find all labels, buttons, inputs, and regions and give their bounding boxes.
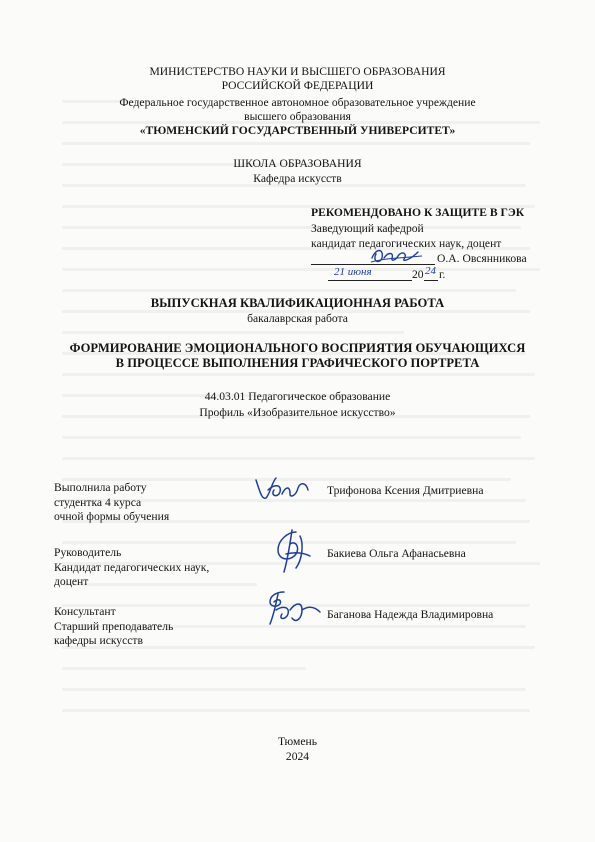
- consultant-role-line2: Старший преподаватель: [54, 619, 174, 633]
- approval-year-suffix: г.: [439, 268, 446, 281]
- bleed-through-text: [62, 100, 550, 780]
- consultant-role-line1: Консультант: [54, 605, 116, 618]
- work-title-line1: ФОРМИРОВАНИЕ ЭМОЦИОНАЛЬНОГО ВОСПРИЯТИЯ ОБУЧАЮЩИХСЯ: [69, 341, 526, 355]
- supervisor-role: [54, 546, 209, 590]
- author-role-line2: студентка 4 курса: [54, 495, 142, 509]
- approval-year-line: [424, 280, 438, 281]
- author-name: Трифонова Ксения Дмитриевна: [327, 484, 484, 497]
- author-role: [54, 481, 169, 525]
- approval-year-handwritten: 24: [425, 265, 436, 277]
- school-name: ШКОЛА ОБРАЗОВАНИЯ: [233, 157, 362, 170]
- year: 2024: [285, 750, 310, 763]
- approval-year-prefix: 20: [412, 268, 424, 281]
- consultant-role: [54, 605, 173, 649]
- author-signature-icon: [250, 474, 314, 504]
- university-name: «ТЮМЕНСКИЙ ГОСУДАРСТВЕННЫЙ УНИВЕРСИТЕТ»: [139, 124, 456, 137]
- supervisor-role-line2: Кандидат педагогических наук,: [54, 560, 210, 574]
- institution-line1: Федеральное государственное автономное образовательное учреждение: [119, 96, 476, 109]
- supervisor-name: Бакиева Ольга Афанасьевна: [327, 547, 466, 560]
- work-type: ВЫПУСКНАЯ КВАЛИФИКАЦИОННАЯ РАБОТА: [150, 296, 445, 310]
- approval-title: РЕКОМЕНДОВАНО К ЗАЩИТЕ В ГЭК: [311, 206, 525, 219]
- work-level: бакалаврская работа: [247, 312, 348, 325]
- supervisor-role-line1: Руководитель: [54, 546, 122, 559]
- approval-degree: кандидат педагогических наук, доцент: [311, 237, 502, 250]
- author-role-line1: Выполнила работу: [54, 481, 147, 494]
- program-profile: Профиль «Изобразительное искусство»: [199, 406, 396, 419]
- institution-line2: высшего образования: [244, 110, 351, 123]
- approval-name: О.А. Овсянникова: [437, 252, 527, 265]
- city: Тюмень: [278, 735, 317, 748]
- consultant-role-line3: кафедры искусств: [54, 634, 143, 647]
- approval-position: Заведующий кафедрой: [311, 222, 424, 235]
- ministry-line1: МИНИСТЕРСТВО НАУКИ И ВЫСШЕГО ОБРАЗОВАНИЯ: [149, 65, 446, 78]
- department-name: Кафедра искусств: [253, 172, 342, 185]
- consultant-signature-icon: [262, 588, 324, 628]
- approval-date-line: [328, 280, 412, 281]
- supervisor-signature-icon: [266, 526, 316, 576]
- head-signature-icon: [368, 244, 426, 268]
- consultant-name: Баганова Надежда Владимировна: [327, 608, 494, 621]
- ministry-line2: РОССИЙСКОЙ ФЕДЕРАЦИИ: [221, 79, 374, 92]
- program-code: 44.03.01 Педагогическое образование: [204, 390, 391, 403]
- work-title-line2: В ПРОЦЕССЕ ВЫПОЛНЕНИЯ ГРАФИЧЕСКОГО ПОРТРЕТА: [115, 356, 480, 370]
- approval-date-handwritten: 21 июня: [334, 266, 372, 278]
- author-role-line3: очной формы обучения: [54, 510, 170, 523]
- supervisor-role-line3: доцент: [54, 575, 89, 588]
